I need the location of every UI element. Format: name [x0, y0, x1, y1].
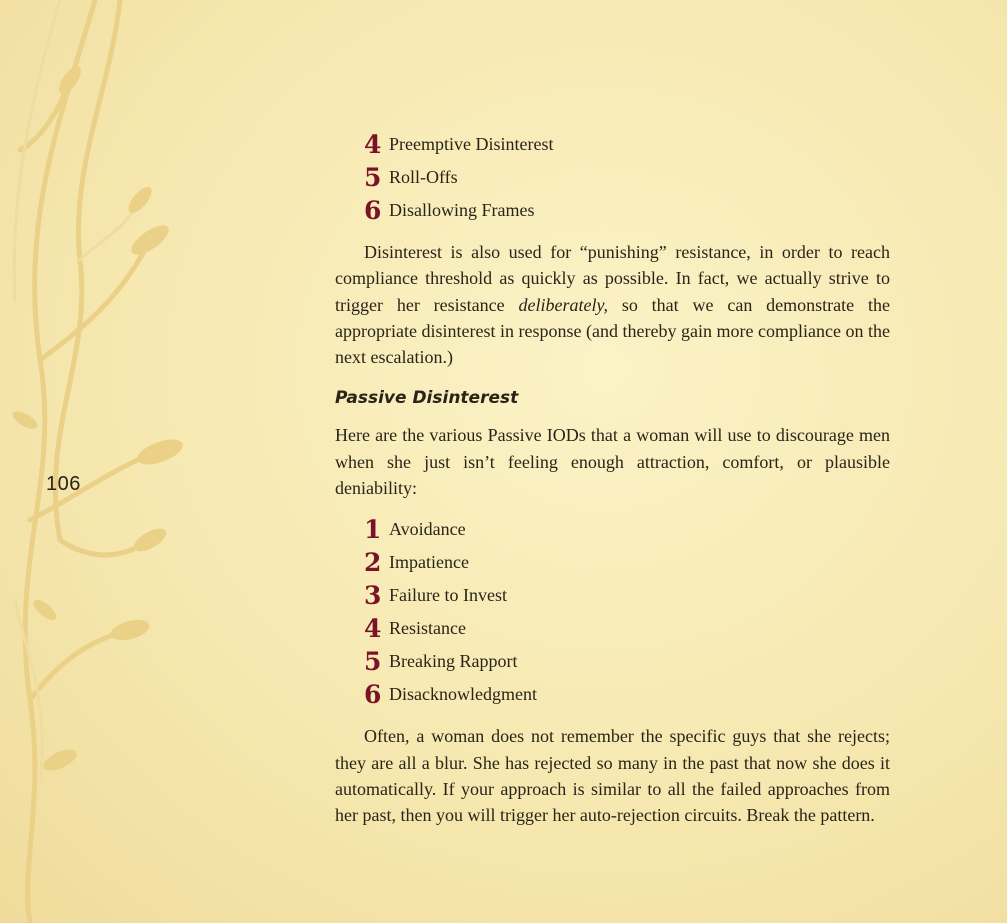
- list-item: [364, 579, 890, 612]
- page-number: 106: [46, 473, 81, 495]
- list-item-label: Roll-Offs: [389, 167, 458, 187]
- list-item-label: Disallowing Frames: [389, 200, 535, 220]
- numbered-list-passive-iods: [335, 513, 890, 711]
- section-heading: Passive Disinterest: [335, 388, 519, 409]
- body-paragraph-break-the-pattern: Often, a woman does not remember the specific guys that she rejects; they are all a blur. She has rejected so many in the past that now she does it automatically. If your approach is similar to all the failed approaches from her past, then you will trigger her auto-rejection circuits. Break the pattern.: [335, 726, 890, 826]
- list-item-label: Failure to Invest: [389, 585, 507, 606]
- list-item: [364, 128, 890, 161]
- list-item-label: Preemptive Disinterest: [389, 134, 554, 154]
- list-item: [364, 678, 890, 711]
- list-item: [364, 513, 890, 546]
- paragraph-text: Disinterest is also used for “punishing” resistance, in order to reach compliance threshold as quickly as possible. In fact, we actually strive to trigger her resistance: [335, 242, 890, 315]
- emphasis-text: deliberately,: [518, 294, 608, 315]
- list-item-label: Avoidance: [389, 519, 466, 540]
- list-item: [364, 546, 890, 579]
- floral-vine-decoration: [0, 0, 230, 923]
- list-number: 1: [364, 515, 382, 545]
- paragraph-text: so that we can demonstrate the appropriate disinterest in response (and thereby gain more compliance on the next escalation.): [335, 294, 890, 368]
- list-item-label: Impatience: [389, 552, 469, 573]
- numbered-list-disinterest-continued: [335, 128, 890, 227]
- list-number: 5: [364, 163, 382, 192]
- list-item: [364, 194, 890, 227]
- list-item: [364, 645, 890, 678]
- list-number: 2: [364, 548, 382, 578]
- list-number: 5: [364, 647, 382, 677]
- list-item-label: Breaking Rapport: [389, 651, 518, 672]
- list-item: [364, 612, 890, 645]
- text-column: [335, 128, 890, 829]
- body-paragraph-punishing-resistance: [335, 239, 890, 370]
- list-item-label: Resistance: [389, 618, 466, 639]
- list-number: 3: [364, 581, 382, 611]
- list-item: [364, 161, 890, 194]
- body-paragraph-passive-iods: Here are the various Passive IODs that a woman will use to discourage men when she just isn’t feeling enough attraction, comfort, or plausible deniability:: [335, 425, 890, 499]
- list-number: 4: [364, 130, 382, 159]
- list-item-label: Disacknowledgment: [389, 684, 537, 705]
- list-number: 6: [364, 680, 382, 710]
- list-number: 4: [364, 614, 382, 644]
- list-number: 6: [364, 196, 382, 225]
